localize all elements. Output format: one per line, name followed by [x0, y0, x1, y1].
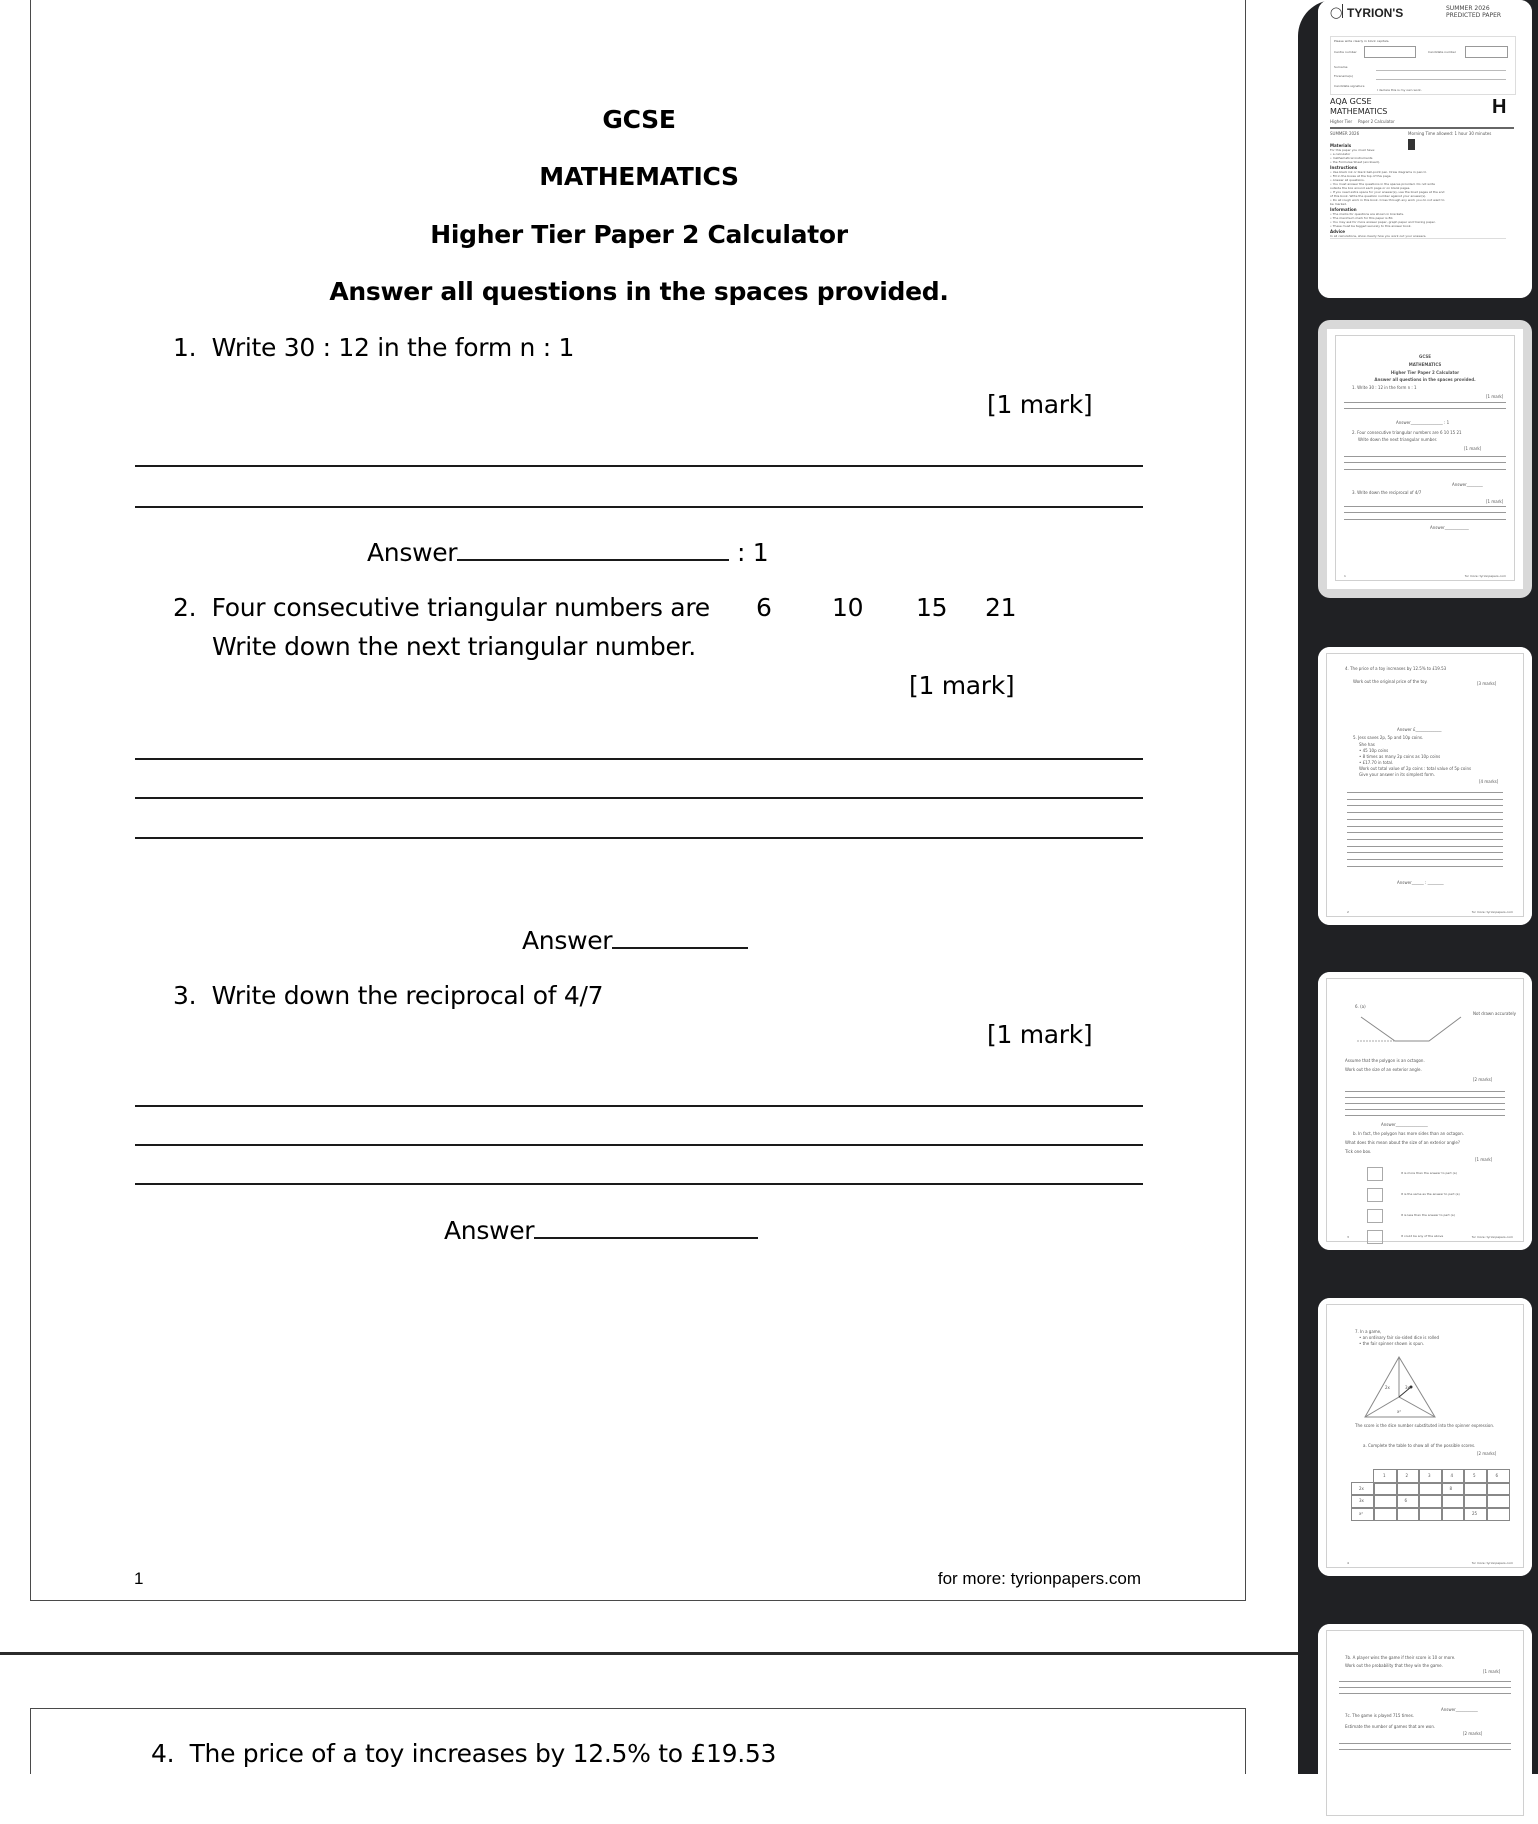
table-header: 6 [1495, 1473, 1499, 1478]
thumb-text: She has [1359, 742, 1375, 747]
table-cell [1351, 1507, 1375, 1522]
page-separator [0, 1652, 1298, 1655]
sidebar-scrollbar[interactable] [1532, 0, 1538, 1774]
answer-suffix: : 1 [736, 538, 769, 567]
working-line[interactable] [135, 1183, 1143, 1185]
cover-section-heading: Materials [1330, 143, 1352, 148]
cover-section-heading: Advice [1330, 229, 1346, 234]
thumb-rule [1347, 826, 1503, 827]
thumb-rule [1345, 1091, 1505, 1092]
thumb-text: Answer____________ [1430, 525, 1469, 530]
answer-field[interactable] [457, 535, 729, 561]
cover-section-line: In all calculations, show clearly how you work out your answers. [1330, 233, 1427, 238]
table-header: 2 [1405, 1473, 1409, 1478]
thumb-rule [1347, 799, 1503, 800]
question-number: 1. [173, 333, 197, 362]
thumb-text: • 45 10p coins [1359, 748, 1389, 753]
thumb-rule [1347, 859, 1503, 860]
thumb-rule [1347, 805, 1503, 806]
thumb-text: Please write clearly in block capitals. [1334, 39, 1390, 43]
table-header: 1 [1383, 1473, 1386, 1478]
thumb-text: Forename(s) [1334, 74, 1353, 78]
thumb-text: 2. Four consecutive triangular numbers are 6 10 15 21 [1352, 430, 1462, 435]
thumb-text: Answer all questions in the spaces provided. [1374, 377, 1476, 382]
thumb-text: Write down the next triangular number. [1358, 437, 1438, 442]
thumb-text: Estimate the number of games that are won. [1345, 1724, 1436, 1729]
thumb-rule [1347, 866, 1503, 867]
thumb-text: Answer________________ [1381, 1122, 1428, 1127]
table-cell [1396, 1507, 1421, 1522]
thumb-text: 7. In a game, [1355, 1329, 1382, 1334]
centre-number-boxes [1364, 46, 1416, 58]
thumb-rule [1345, 1097, 1505, 1098]
thumb-text: Higher Tier Paper 2 Calculator [1390, 370, 1460, 375]
thumb-text: The score is the dice number substituted into the spinner expression. [1355, 1423, 1495, 1428]
exam-subject: MATHEMATICS [1330, 107, 1388, 116]
spinner-label: x² [1397, 1409, 1401, 1414]
cover-section-line: For this paper you must have: [1330, 147, 1376, 152]
edition-line-2: PREDICTED PAPER [1446, 12, 1502, 19]
question-3-answer [444, 1213, 758, 1245]
cover-section-line: • mathematical instruments [1330, 155, 1373, 160]
answer-label: Answer [367, 538, 458, 567]
question-2-text-2: Write down the next triangular number. [212, 632, 696, 661]
thumb-text: b. In fact, the polygon has more sides than an octagon. [1353, 1131, 1464, 1136]
thumb-text: Assume that the polygon is an octagon. [1345, 1058, 1425, 1063]
thumb-text: I declare this is my own work. [1377, 88, 1422, 92]
question-text: Write down the reciprocal of 4/7 [211, 981, 604, 1010]
tick-box [1367, 1209, 1383, 1223]
thumb-rule [1347, 792, 1503, 793]
table-header: 4 [1450, 1473, 1454, 1478]
thumb-text: • £17.70 in total. [1359, 760, 1394, 765]
thumb-text: • 8 times as many 2p coins as 10p coins [1359, 754, 1441, 759]
thumb-rule [1344, 512, 1506, 513]
cover-section-line: • The maximum mark for this paper is 80. [1330, 215, 1394, 220]
cover-section-line: • The marks for questions are shown in brackets. [1330, 211, 1404, 216]
thumb-rule [1347, 812, 1503, 813]
thumb-text: Work out the probability that they win the game. [1345, 1663, 1443, 1668]
sequence-value: 10 [832, 593, 864, 622]
brand-logo: TYRION'S [1347, 6, 1404, 20]
thumb-text: [3 marks] [1477, 681, 1497, 686]
cover-section-heading: Information [1330, 207, 1357, 212]
thumb-rule [1339, 1681, 1511, 1682]
tick-box [1367, 1167, 1383, 1181]
document-page-2 [30, 1708, 1246, 1774]
thumb-text: Answer________________ : 1 [1396, 420, 1450, 425]
thumb-text: SUMMER 2026 [1330, 131, 1360, 136]
thumb-text: Answer £_____________ [1397, 727, 1442, 732]
cover-section-line: be marked. [1330, 201, 1348, 206]
thumb-text: [1 mark] [1486, 394, 1504, 399]
page-thumbnail-4[interactable] [1318, 972, 1532, 1250]
thumb-rule [1344, 402, 1506, 403]
spinner-diagram [1363, 1355, 1443, 1419]
candidate-number-boxes [1465, 46, 1508, 58]
sequence-value: 21 [985, 593, 1017, 622]
thumb-text: Work out the original price of the toy. [1353, 679, 1428, 684]
tick-option: It is more than the answer to part (a) [1401, 1171, 1457, 1175]
thumb-rule [1347, 846, 1503, 847]
thumb-text: 3. Write down the reciprocal of 4/7 [1352, 490, 1422, 495]
exam-board: AQA GCSE [1330, 97, 1372, 106]
question-1 [173, 333, 574, 362]
sequence-value: 6 [756, 593, 772, 622]
table-value: 6 [1404, 1498, 1408, 1503]
thumb-text: [1 mark] [1464, 446, 1482, 451]
table-row-label: x² [1359, 1510, 1363, 1516]
thumb-rule [1344, 469, 1506, 470]
question-text: The price of a toy increases by 12.5% to £19.53 [189, 1739, 777, 1768]
tick-option: It is less than the answer to part (a) [1401, 1213, 1455, 1217]
thumb-rule [1339, 1687, 1511, 1688]
thumb-text: 7c. The game is played 715 times. [1345, 1713, 1415, 1718]
question-4 [151, 1739, 776, 1768]
question-2 [173, 593, 710, 622]
table-cell [1373, 1507, 1398, 1522]
thumbnail-sheet [1326, 653, 1524, 917]
answer-label: Answer [522, 926, 613, 955]
table-header: 5 [1473, 1473, 1476, 1478]
cover-section-line: • You must answer the questions in the spaces provided. Do not write [1330, 181, 1435, 186]
thumb-text: 1. Write 30 : 12 in the form n : 1 [1352, 385, 1417, 390]
title-tier: Higher Tier Paper 2 Calculator [430, 220, 848, 249]
polygon-diagram [1357, 1013, 1467, 1043]
thumb-rule [1344, 408, 1506, 409]
cover-section-line: • Answer all questions. [1330, 177, 1365, 182]
logo-divider [1342, 4, 1343, 18]
thumb-text: Answer______ : ________ [1397, 880, 1444, 885]
thumb-text: MATHEMATICS [1408, 362, 1442, 367]
thumb-text: a. Complete the table to show all of the possible scores. [1363, 1443, 1476, 1448]
question-3 [173, 981, 603, 1010]
thumb-rule [1339, 1743, 1511, 1744]
tick-option: It is the same as the answer to part (a) [1401, 1192, 1460, 1196]
question-number: 2. [173, 593, 197, 622]
cover-section-line: • Use black ink or black ball-point pen. Draw diagrams in pencil. [1330, 169, 1427, 174]
thumbnail-sheet [1335, 335, 1515, 581]
question-3-marks: [1 mark] [987, 1020, 1093, 1049]
thumb-text: Answer___________ [1441, 1707, 1478, 1712]
thumb-text: [4 marks] [1479, 779, 1499, 784]
thumb-footer: 4 [1347, 1561, 1349, 1565]
tick-box [1367, 1230, 1383, 1244]
thumb-text: Work out the size of an exterior angle. [1345, 1067, 1422, 1072]
thumb-footer: for more: tyrionpapers.com [1471, 1561, 1513, 1565]
question-2-answer [522, 923, 748, 955]
cover-section-line: • You may ask for more answer paper, graph paper and tracing paper. [1330, 219, 1436, 224]
thumb-text: Surname [1334, 65, 1348, 69]
cover-section-line: • a calculator [1330, 151, 1351, 156]
title-instruction: Answer all questions in the spaces provided. [329, 277, 949, 306]
lightbulb-play-icon: ◯ [1330, 6, 1343, 19]
thumb-text: 5. Jess saves 2p, 5p and 10p coins. [1353, 735, 1424, 740]
answer-field[interactable] [612, 923, 748, 949]
thumb-text: • an ordinary fair six-sided dice is rolled [1359, 1335, 1440, 1340]
question-1-answer [367, 535, 768, 567]
thumb-footer: for more: tyrionpapers.com [1464, 574, 1506, 578]
thumb-text: [2 marks] [1473, 1077, 1493, 1082]
table-row-label: 2x [1359, 1485, 1364, 1491]
thumb-text: [2 marks] [1477, 1451, 1497, 1456]
calculator-icon [1408, 139, 1415, 150]
thumb-text: [2 marks] [1463, 1731, 1483, 1736]
working-line[interactable] [135, 465, 1143, 467]
thumbnail-sheet [1326, 1304, 1524, 1568]
page-thumbnail-6[interactable] [1318, 1624, 1532, 1824]
thumb-rule [1339, 1749, 1511, 1750]
cover-section-line: • the Formulae Sheet (enclosed). [1330, 159, 1380, 164]
answer-field[interactable] [534, 1213, 758, 1239]
working-line[interactable] [135, 506, 1143, 508]
thumbnail-sheet [1326, 1630, 1524, 1816]
title-gcse: GCSE [602, 105, 676, 134]
question-number: 4. [151, 1739, 175, 1768]
thumb-text: Answer________ [1452, 482, 1483, 487]
thumb-rule [1347, 832, 1503, 833]
table-value: 8 [1449, 1485, 1453, 1491]
thumb-text: Work out total value of 2p coins : total value of 5p coins [1359, 766, 1472, 771]
thumb-rule [1344, 506, 1506, 507]
table-cell [1441, 1507, 1466, 1522]
thumb-text: GCSE [1419, 354, 1431, 359]
thumb-text: • the fair spinner shown is spun. [1359, 1341, 1425, 1346]
page-number: 1 [134, 1569, 144, 1588]
cover-section-line: outside the box around each page or on blank pages. [1330, 185, 1411, 190]
question-text: Four consecutive triangular numbers are [211, 593, 710, 622]
spinner-label: 2x [1385, 1385, 1390, 1390]
tick-option: It could be any of the above [1401, 1234, 1444, 1238]
sequence-value: 15 [916, 593, 948, 622]
spinner-label: 3x [1405, 1385, 1410, 1390]
document-page-1 [30, 0, 1246, 1601]
thumb-text: Not drawn accurately [1473, 1011, 1516, 1016]
table-header: 3 [1428, 1473, 1431, 1478]
edition-line-1: SUMMER 2026 [1446, 5, 1490, 12]
thumb-text: 4. The price of a toy increases by 12.5% to £19.53 [1345, 666, 1447, 671]
table-value: 25 [1472, 1510, 1478, 1516]
page-thumbnail-2[interactable] [1318, 320, 1532, 598]
thumb-rule [1347, 819, 1503, 820]
working-line[interactable] [135, 797, 1143, 799]
thumb-text: Centre number [1334, 50, 1357, 54]
question-1-marks: [1 mark] [987, 390, 1093, 419]
thumb-rule [1344, 456, 1506, 457]
question-text: Write 30 : 12 in the form n : 1 [211, 333, 575, 362]
cover-section-heading: Instructions [1330, 165, 1358, 170]
title-subject: MATHEMATICS [539, 162, 739, 191]
question-number: 3. [173, 981, 197, 1010]
thumb-rule [1344, 519, 1506, 520]
thumb-text: Morning Time allowed: 1 hour 30 minutes [1408, 131, 1492, 136]
answer-label: Answer [444, 1216, 535, 1245]
thumb-text: Give your answer in its simplest form. [1359, 772, 1435, 777]
thumb-footer: 3 [1347, 1235, 1349, 1239]
thumb-text: [1 mark] [1483, 1669, 1501, 1674]
page-thumbnail-1[interactable] [1318, 0, 1532, 298]
working-line[interactable] [135, 758, 1143, 760]
working-line[interactable] [135, 837, 1143, 839]
page-thumbnail-5[interactable] [1318, 1298, 1532, 1576]
thumb-rule [1345, 1103, 1505, 1104]
cover-section-line: • Do all rough work in this book. Cross through any work you do not want to [1330, 197, 1445, 202]
thumb-rule [1339, 1693, 1511, 1694]
thumb-rule [1345, 1109, 1505, 1110]
page-thumbnail-3[interactable] [1318, 647, 1532, 925]
thumb-rule [1344, 462, 1506, 463]
thumb-text: Tick one box. [1345, 1149, 1372, 1154]
thumb-rule [1345, 1115, 1505, 1116]
cover-section-line: • These must be tagged securely to this answer book. [1330, 223, 1412, 228]
thumb-rule [1347, 839, 1503, 840]
cover-section-line: of this book. Write the question number against your answer(s). [1330, 193, 1427, 198]
table-row-label: 3x [1359, 1498, 1364, 1503]
cover-section-line: • Fill in the boxes at the top of this page. [1330, 173, 1392, 178]
thumb-text: Higher Tier [1330, 119, 1353, 124]
thumb-text: Paper 2 Calculator [1358, 119, 1395, 124]
working-line[interactable] [135, 1144, 1143, 1146]
tier-letter: H [1492, 96, 1507, 118]
thumb-footer: for more: tyrionpapers.com [1471, 1235, 1513, 1239]
thumb-rule [1347, 852, 1503, 853]
working-line[interactable] [135, 1105, 1143, 1107]
thumb-text: Candidate number [1428, 50, 1456, 54]
thumb-footer: for more: tyrionpapers.com [1471, 910, 1513, 914]
thumb-text: [1 mark] [1475, 1157, 1493, 1162]
thumb-footer: 1 [1344, 574, 1346, 578]
thumb-text: 7b. A player wins the game if their score is 10 or more. [1345, 1655, 1456, 1660]
table-cell [1418, 1507, 1443, 1522]
thumb-footer: 2 [1347, 910, 1349, 914]
table-cell [1486, 1507, 1511, 1522]
thumb-text: What does this mean about the size of an exterior angle? [1345, 1140, 1460, 1145]
thumb-text: Candidate signature [1334, 84, 1365, 88]
thumb-text: 6. (a) [1355, 1004, 1366, 1009]
cover-section-line: • If you need extra space for your answer(s), use the lined pages at the end [1330, 189, 1445, 194]
footer-link[interactable]: for more: tyrionpapers.com [937, 1569, 1141, 1588]
thumbnail-sheet [1326, 978, 1524, 1242]
question-2-marks: [1 mark] [909, 671, 1015, 700]
tick-box [1367, 1188, 1383, 1202]
thumb-text: [1 mark] [1486, 499, 1504, 504]
